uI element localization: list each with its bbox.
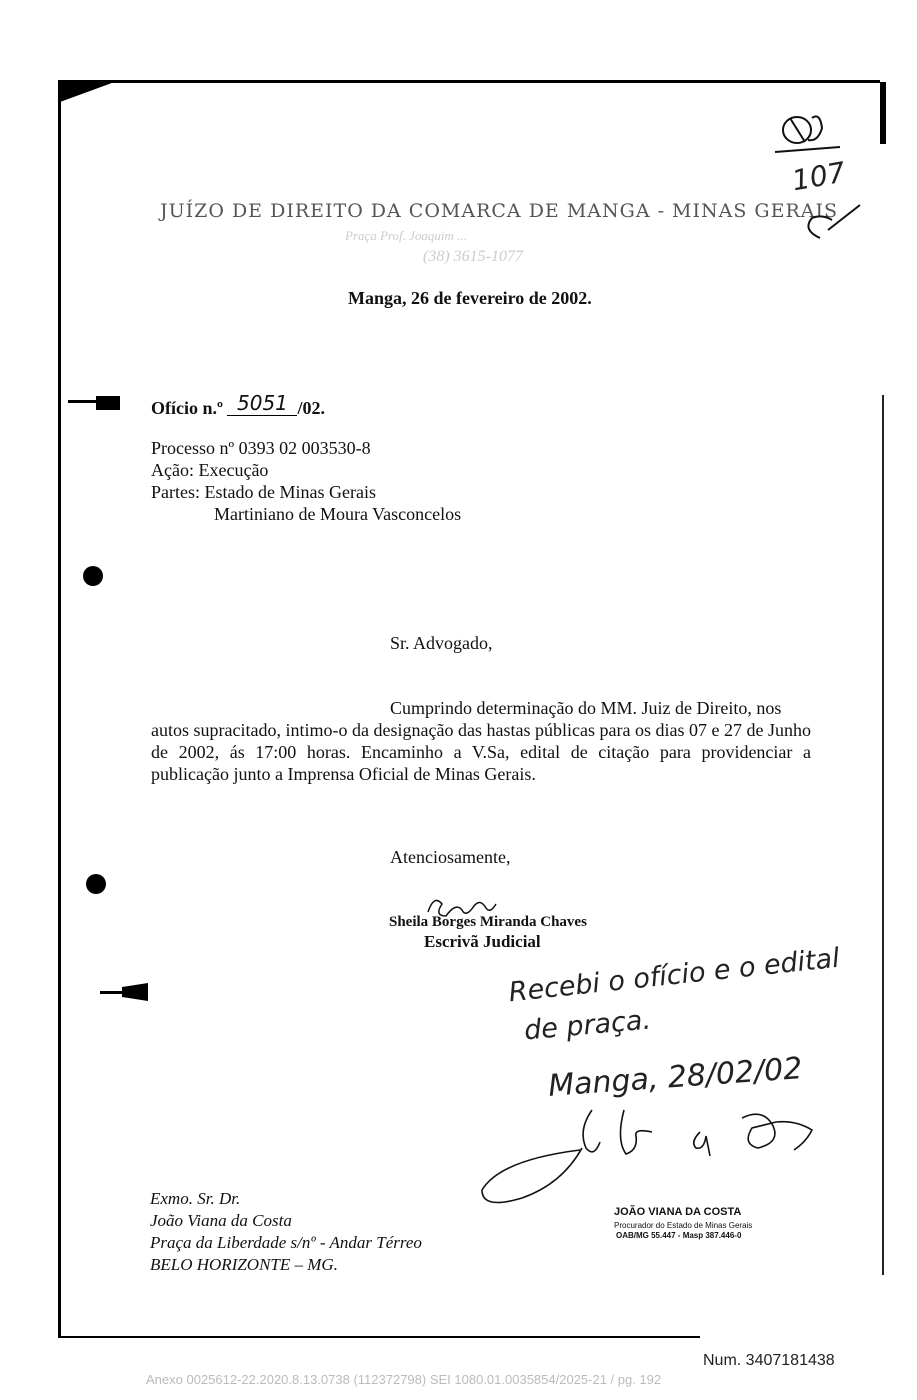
addressee-line-3: Praça da Liberdade s/nº - Andar Térreo [150, 1233, 422, 1252]
oficio-suffix: /02. [297, 398, 325, 418]
oficio-number: 5051 [227, 391, 297, 416]
body-paragraph-rest: autos supracitado, intimo-o da designação das hastas públicas para os dias 07 e 27 de Junho de 2002, ás 17:00 horas. Encaminho a V.Sa, edital de citação para providenciar a publicação junto a Imprensa Oficial de Minas Gerais. [151, 720, 811, 784]
addressee-line-2: João Viana da Costa [150, 1211, 292, 1230]
court-address-faint: Praça Prof. Joaquim ... [345, 228, 467, 243]
signatory-name: Sheila Borges Miranda Chaves [389, 914, 587, 930]
court-phone-faint: (38) 3615-1077 [423, 248, 523, 265]
body-paragraph-first-line: Cumprindo determinação do MM. Juiz de Direito, nos [390, 698, 782, 718]
stamp-name: JOÃO VIANA DA COSTA [614, 1206, 742, 1218]
partes-line-2: Martiniano de Moura Vasconcelos [214, 504, 462, 524]
date-line: Manga, 26 de fevereiro de 2002. [348, 288, 592, 308]
handwritten-receipt-date: Manga, 28/02/02 [547, 1051, 804, 1104]
signatory-title: Escrivã Judicial [424, 932, 541, 951]
stamp-ids: OAB/MG 55.447 - Masp 387.446-0 [616, 1231, 742, 1240]
court-header: JUÍZO DE DIREITO DA COMARCA DE MANGA - MINAS GERAIS [160, 200, 838, 222]
document-number: Num. 3407181438 [703, 1352, 835, 1369]
addressee-line-4: BELO HORIZONTE – MG. [150, 1255, 338, 1274]
stamp-role: Procurador do Estado de Minas Gerais [614, 1221, 753, 1230]
partes-line: Partes: Estado de Minas Gerais [151, 482, 376, 502]
oficio-label: Ofício n.º [151, 398, 223, 418]
processo-line: Processo nº 0393 02 003530-8 [151, 438, 371, 458]
handwritten-receipt-line2: de praça. [522, 1004, 653, 1047]
closing: Atenciosamente, [390, 847, 511, 867]
annex-reference: Anexo 0025612-22.2020.8.13.0738 (112372798) SEI 1080.01.0035854/2025-21 / pg. 192 [146, 1372, 662, 1387]
handwritten-receipt-line1: Recebi o ofício e o edital [507, 942, 842, 1009]
addressee-line-1: Exmo. Sr. Dr. [150, 1189, 241, 1208]
acao-line: Ação: Execução [151, 460, 269, 480]
corner-page-number: 107 [789, 155, 848, 198]
salutation: Sr. Advogado, [390, 633, 493, 653]
